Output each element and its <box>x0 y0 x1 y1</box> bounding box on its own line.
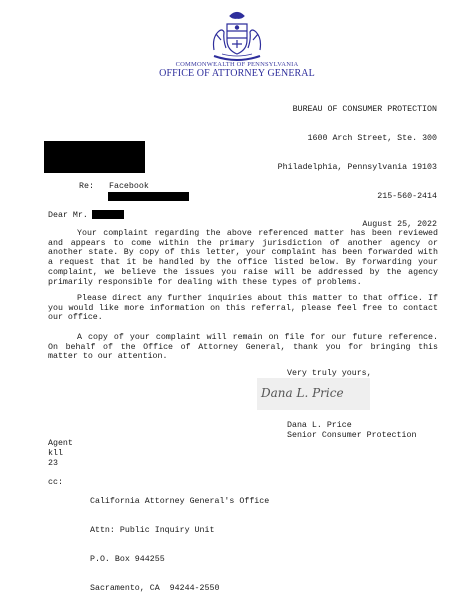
street-address: 1600 Arch Street, Ste. 300 <box>307 133 437 143</box>
salutation: Dear Mr. <box>48 211 88 220</box>
redacted-recipient-address <box>44 141 145 173</box>
cc-label: cc: <box>48 478 63 487</box>
redacted-reference-number <box>108 192 189 201</box>
body-paragraph-2 <box>48 294 438 323</box>
agent-number: 23 <box>48 459 58 468</box>
sender-address <box>278 86 437 249</box>
cc-line: P.O. Box 944255 <box>90 554 165 564</box>
cc-line: Attn: Public Inquiry Unit <box>90 525 215 535</box>
agent-label: Agent <box>48 439 73 448</box>
body-paragraph-3 <box>48 333 438 362</box>
re-subject: Facebook <box>109 182 149 191</box>
city-state-zip: Philadelphia, Pennsylvania 19103 <box>277 162 437 172</box>
cc-line: California Attorney General's Office <box>90 497 270 507</box>
cc-recipient-block <box>90 478 269 612</box>
signature-handwriting: Dana L. Price <box>261 386 344 400</box>
cc-line: Sacramento, CA 94244-2550 <box>90 583 220 593</box>
signature-image <box>257 378 370 410</box>
phone-number: 215-560-2414 <box>377 191 437 201</box>
body-paragraph-2-text: Please direct any further inquiries about this matter to that office. If you would like more information on this referral, please feel free to contact our office. <box>48 294 438 323</box>
redacted-recipient-name <box>92 210 124 219</box>
re-label: Re: <box>79 182 94 191</box>
pennsylvania-seal-icon <box>208 10 266 64</box>
signer-name: Dana L. Price <box>287 421 352 430</box>
closing: Very truly yours, <box>287 369 372 378</box>
letter-date: August 25, 2022 <box>362 220 437 230</box>
bureau-name: BUREAU OF CONSUMER PROTECTION <box>292 105 437 115</box>
body-paragraph-3-text: A copy of your complaint will remain on file for our future reference. On behalf of the Office of Attorney General, thank you for bringing this matter to our attention. <box>48 333 438 362</box>
signer-title: Senior Consumer Protection <box>287 431 417 440</box>
body-paragraph-1-text: Your complaint regarding the above referenced matter has been reviewed and appears to come within the primary jurisdiction of another agency or another state. By copy of this letter, your complaint has been forwarded with a request that it be handled by the office listed below. By forwarding your complaint, we believe the issues you raise will be addressed by the agency primarily responsible for dealing with these types of problems. <box>48 229 438 287</box>
office-heading: OFFICE OF ATTORNEY GENERAL <box>159 68 315 79</box>
body-paragraph-1 <box>48 229 438 287</box>
commonwealth-heading: COMMONWEALTH OF PENNSYLVANIA <box>175 61 299 68</box>
agent-initials: kll <box>48 449 63 458</box>
